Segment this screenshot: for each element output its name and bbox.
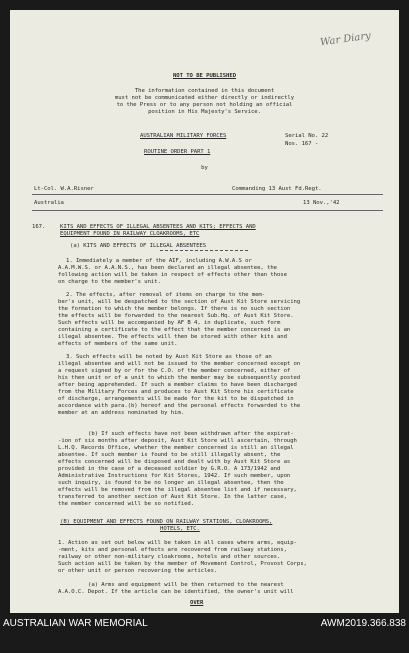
para-line: illegal absentee. The effects will then be stored with other kits and: [58, 334, 287, 340]
para-line: from the Military Forces and produces to Aust Kit Store his certificate: [58, 389, 294, 395]
para-line: A.A.M.W.S. or A.A.N.S., has been declared an illegal absentee, the: [58, 265, 277, 271]
date: 13 Nov.,'42: [303, 200, 340, 206]
notice-line: The information contained in this document: [134, 88, 275, 94]
para-line: absentee. If such member is found to be still illegally absent, the: [58, 452, 281, 458]
para-line: Administrative Instructions for Kit Stores, 1942. If such member, upon: [58, 473, 291, 479]
archive-footer: [0, 613, 409, 653]
para-line: Such action will be taken by the member of Movement Control, Provost Corps,: [58, 561, 307, 567]
para-line: effects will be removed from the illegal absentee list and if necessary,: [58, 487, 297, 493]
para-line: member at an address nominated by him.: [58, 410, 185, 416]
serial-number: Serial No. 22: [285, 133, 329, 139]
para-line: ber's unit, will be despatched to the section of Aust Kit Store servicing: [58, 299, 301, 305]
order-title-line: EQUIPMENT FOUND IN RAILWAY CLOAKROOMS, ETC: [60, 231, 200, 237]
notice-line: must not be communicated either directly or indirectly: [114, 95, 295, 101]
section-b-heading: (B) EQUIPMENT AND EFFECTS FOUND ON RAILWAY STATIONS, CLOAKROOMS,: [60, 519, 273, 525]
order-title: ROUTINE ORDER PART 1: [144, 149, 211, 155]
section-a-heading: (a) KITS AND EFFECTS OF ILLEGAL ABSENTEES: [70, 243, 207, 249]
notice-line: to the Press or to any person not holding an official: [116, 102, 293, 108]
by-label: by: [201, 165, 208, 171]
para-line: such inquiry, is found to be no longer an illegal absentee, then the: [58, 480, 284, 486]
para-line: (a) Arms and equipment will be then returned to the nearest: [88, 582, 284, 588]
para-line: containing a certificate to the effect that the member concerned is an: [58, 327, 291, 333]
para-line: transferred to another section of Aust Kit Store. In the latter case,: [58, 494, 287, 500]
para-line: the member concerned will be so notified.: [58, 501, 195, 507]
para-line: the effects will be forwarded to the nearest Sub.Hq. of Aust Kit Store.: [58, 313, 294, 319]
para-line: effects concerned will be disposed and dealt with by Aust Kit Store as: [58, 459, 291, 465]
footer-institution: AUSTRALIAN WAR MEMORIAL: [3, 618, 148, 629]
para-line: (b) If such effects have not been withdrawn after the expirat-: [88, 431, 294, 437]
para-line: 1. Immediately a member of the AIF, including A.W.A.S or: [66, 258, 252, 264]
command-line: Commanding 13 Aust Fd.Regt.: [232, 186, 322, 192]
para-line: Such effects will be accompanied by AF B 4, in duplicate, such form: [58, 320, 281, 326]
para-line: illegal absentee and will not be issued to the member concerned except on: [58, 361, 301, 367]
para-line: L.H.Q. Records Office, whether the member concerned is still an illegal: [58, 445, 294, 451]
para-line: following action will be taken in respect of effects other than those: [58, 272, 287, 278]
para-line: accordance with para.(b) hereof and the personal effects forwarded to the: [58, 403, 301, 409]
para-line: railway or other non-military cloakrooms, hotels and other sources.: [58, 554, 281, 560]
para-line: A.A.O.C. Depot. If the article can be identified, the owner's unit will: [58, 589, 294, 595]
notice-heading: NOT TO BE PUBLISHED: [172, 73, 237, 79]
org-name: AUSTRALIAN MILITARY FORCES: [140, 133, 227, 139]
para-line: provided in the case of a deceased soldier by G.R.O. A 173/1942 and: [58, 466, 281, 472]
para-line: 2. The effects, after removal of items on charge to the mem-: [66, 292, 266, 298]
para-line: or other unit or person recovering the articles.: [58, 568, 218, 574]
para-line: the formation to which the member belongs. If there is no such section: [58, 306, 291, 312]
officer-name: Lt-Col. W.A.Risner: [34, 186, 94, 192]
section-b-heading: HOTELS, ETC.: [160, 526, 200, 532]
para-line: -ment, kits and personal effects are recovered from railway stations,: [58, 547, 287, 553]
para-line: after being apprehended. If such a member claims to have been discharged: [58, 382, 297, 388]
para-line: -ion of six months after deposit, Aust Kit Store will ascertain, through: [58, 438, 297, 444]
footer-accession-number: AWM2019.366.838: [320, 618, 406, 629]
para-line: a request signed by or for the C.O. of the member concerned, either of: [58, 368, 291, 374]
para-line: of discharge, arrangements will be made for the kit to be dispatched in: [58, 396, 294, 402]
para-line: his then unit or of a unit to which the member may be subsequently posted: [58, 375, 301, 381]
section-a-underline: [160, 250, 248, 251]
order-title-line: KITS AND EFFECTS OF ILLEGAL ABSENTEES AND KITS; EFFECTS AND: [60, 224, 256, 230]
handwritten-war-diary-note: War Diary: [319, 30, 372, 49]
header-rule: [32, 210, 383, 211]
para-line: on charge to the member's unit.: [58, 279, 161, 285]
over-marker: OVER: [190, 600, 204, 606]
para-line: effects of members of the same unit.: [58, 341, 178, 347]
header-rule: [32, 194, 383, 195]
para-line: 1. Action as set out below will be taken in all cases where arms, equip-: [58, 540, 297, 546]
document-page: [10, 10, 399, 613]
para-line: 3. Such effects will be noted by Aust Kit Store as those of an: [66, 354, 272, 360]
order-numbers: Nos. 167 -: [285, 141, 319, 147]
notice-line: position in His Majesty's Service.: [148, 109, 261, 115]
order-number: 167.: [32, 224, 46, 230]
place: Australia: [34, 200, 64, 206]
